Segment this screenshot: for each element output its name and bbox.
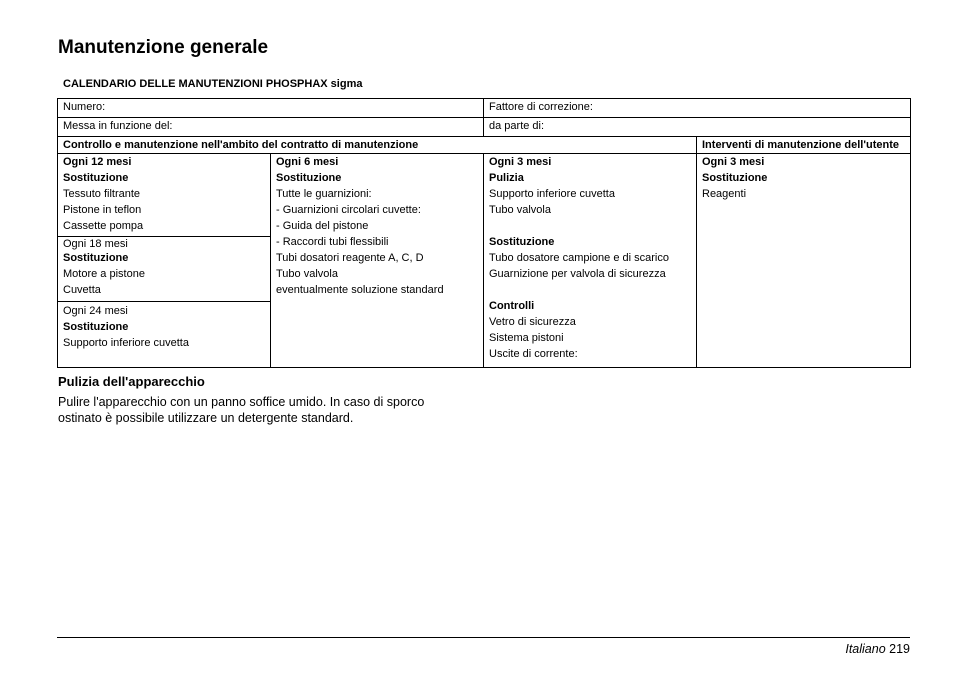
numero-cell: Numero: [58, 99, 484, 118]
list-item: - Guarnizioni circolari cuvette: [276, 204, 421, 216]
list-item: Tessuto filtrante [63, 188, 141, 200]
body-line: Pulire l'apparecchio con un panno soffice umido. In caso di sporco [58, 395, 425, 409]
footer-divider [57, 637, 910, 638]
block-sub: Controlli [489, 300, 535, 312]
list-item: Guarnizione per valvola di sicurezza [489, 268, 666, 280]
list-item: Cuvetta [63, 284, 101, 296]
list-item: Cassette pompa [63, 220, 144, 232]
list-item: Vetro di sicurezza [489, 316, 576, 328]
block-18-mesi [63, 237, 265, 301]
list-item: Tutte le guarnizioni: [276, 188, 372, 200]
block-sub: Sostituzione [63, 172, 129, 184]
fattore-cell: Fattore di correzione: [484, 99, 911, 118]
page-title: Manutenzione generale [58, 37, 269, 58]
maintenance-schedule-table [57, 98, 911, 368]
table-caption: CALENDARIO DELLE MANUTENZIONI PHOSPHAX sigma [63, 78, 363, 90]
list-item: Tubo dosatore campione e di scarico [489, 252, 669, 264]
body-line: ostinato è possibile utilizzare un detergente standard. [58, 411, 354, 425]
table-header-row [58, 137, 911, 154]
page-number: 219 [889, 642, 910, 656]
messa-cell: Messa in funzione del: [58, 118, 484, 137]
block-12-mesi [63, 154, 265, 236]
block-sub: Sostituzione [276, 172, 342, 184]
list-item: Pistone in teflon [63, 204, 142, 216]
list-item: Tubo valvola [276, 268, 338, 280]
col-3-mesi-user [697, 154, 911, 368]
list-item: Tubo valvola [489, 204, 551, 216]
block-sub: Pulizia [489, 172, 524, 184]
header-user: Interventi di manutenzione dell'utente [697, 137, 911, 154]
page-footer [845, 642, 910, 656]
table-row [58, 118, 911, 137]
list-item: Motore a pistone [63, 268, 145, 280]
block-heading: Ogni 24 mesi [63, 305, 128, 317]
section-body [58, 394, 458, 426]
block-heading: Ogni 12 mesi [63, 156, 132, 168]
block-24-mesi [63, 302, 265, 367]
list-item: eventualmente soluzione standard [276, 284, 444, 296]
list-item: Supporto inferiore cuvetta [489, 188, 615, 200]
col-3-mesi-contract [484, 154, 697, 368]
block-heading: Ogni 3 mesi [702, 156, 765, 168]
table-row [58, 154, 911, 368]
block-heading: Ogni 18 mesi [63, 238, 128, 250]
block-heading: Ogni 6 mesi [276, 156, 339, 168]
list-item: Uscite di corrente: [489, 348, 578, 360]
block-sub: Sostituzione [702, 172, 768, 184]
col-12-18-24-mesi [58, 154, 271, 368]
list-item: - Guida del pistone [276, 220, 369, 232]
list-item: Supporto inferiore cuvetta [63, 337, 189, 349]
parte-cell: da parte di: [484, 118, 911, 137]
col-6-mesi [271, 154, 484, 368]
list-item: Reagenti [702, 188, 747, 200]
block-sub: Sostituzione [63, 252, 129, 264]
table-row [58, 99, 911, 118]
list-item: Sistema pistoni [489, 332, 564, 344]
section-heading: Pulizia dell'apparecchio [58, 374, 205, 389]
footer-language: Italiano [845, 642, 886, 656]
block-sub: Sostituzione [489, 236, 555, 248]
list-item: Tubi dosatori reagente A, C, D [276, 252, 424, 264]
header-contract: Controllo e manutenzione nell'ambito del contratto di manutenzione [58, 137, 697, 154]
block-sub: Sostituzione [63, 321, 129, 333]
block-heading: Ogni 3 mesi [489, 156, 552, 168]
list-item: - Raccordi tubi flessibili [276, 236, 389, 248]
